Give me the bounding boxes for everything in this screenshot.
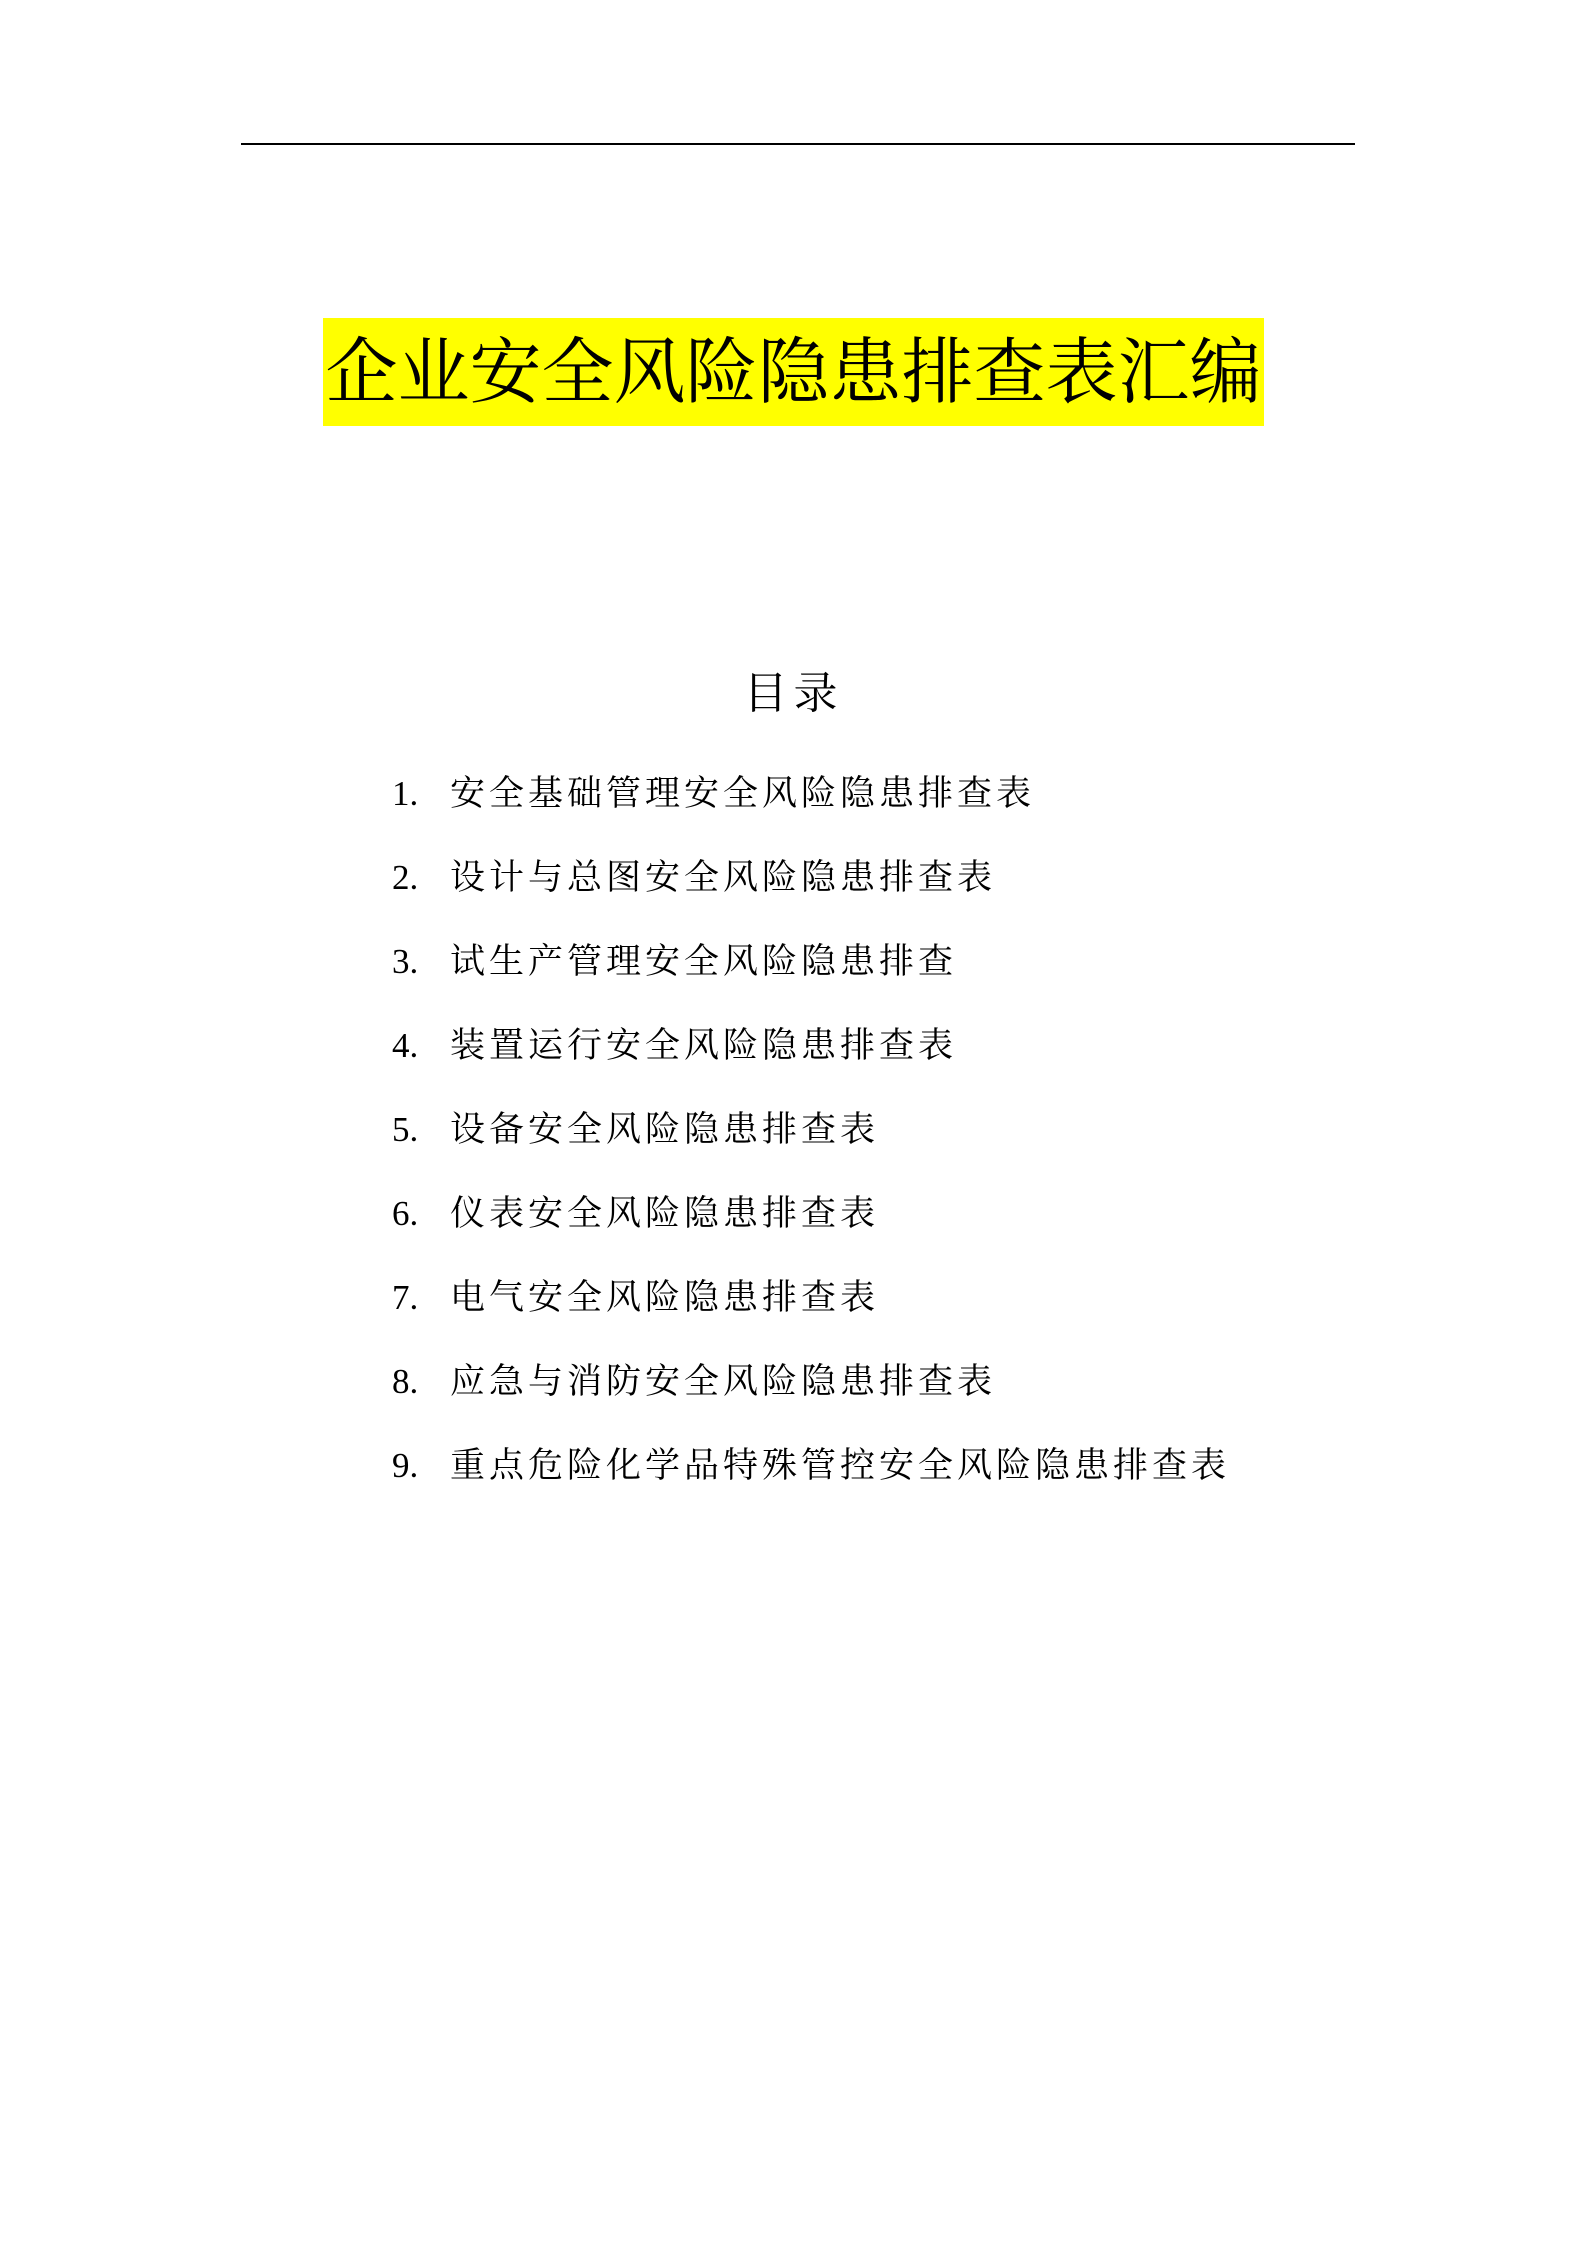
toc-item-text: 试生产管理安全风险隐患排查 [450, 942, 958, 982]
toc-item-text: 设备安全风险隐患排查表 [450, 1110, 880, 1150]
toc-item-text: 重点危险化学品特殊管控安全风险隐患排查表 [450, 1446, 1231, 1486]
toc-item-7 [392, 1256, 1230, 1340]
toc-item-8 [392, 1340, 1230, 1424]
toc-item-1 [392, 752, 1230, 836]
document-title: 企业安全风险隐患排查表汇编 [323, 318, 1263, 426]
toc-item-number: 7. [392, 1278, 419, 1317]
toc-item-number: 4. [392, 1026, 419, 1065]
toc-item-text: 应急与消防安全风险隐患排查表 [450, 1362, 997, 1402]
toc-item-text: 设计与总图安全风险隐患排查表 [450, 858, 997, 898]
toc-item-number: 8. [392, 1362, 419, 1401]
header-rule [241, 143, 1355, 145]
toc-item-number: 2. [392, 858, 419, 897]
toc-item-9 [392, 1424, 1230, 1508]
toc-item-text: 电气安全风险隐患排查表 [450, 1278, 880, 1318]
toc-item-3 [392, 920, 1230, 1004]
toc-item-number: 1. [392, 774, 419, 813]
toc-item-2 [392, 836, 1230, 920]
toc-item-number: 3. [392, 942, 419, 981]
toc-item-6 [392, 1172, 1230, 1256]
title-block [0, 318, 1587, 426]
toc-heading: 目录 [743, 668, 844, 719]
toc-item-number: 6. [392, 1194, 419, 1233]
table-of-contents [392, 752, 1230, 1508]
toc-item-number: 9. [392, 1446, 419, 1485]
toc-item-text: 装置运行安全风险隐患排查表 [450, 1026, 958, 1066]
toc-item-number: 5. [392, 1110, 419, 1149]
toc-item-text: 安全基础管理安全风险隐患排查表 [450, 774, 1036, 814]
toc-item-4 [392, 1004, 1230, 1088]
toc-item-text: 仪表安全风险隐患排查表 [450, 1194, 880, 1234]
toc-item-5 [392, 1088, 1230, 1172]
